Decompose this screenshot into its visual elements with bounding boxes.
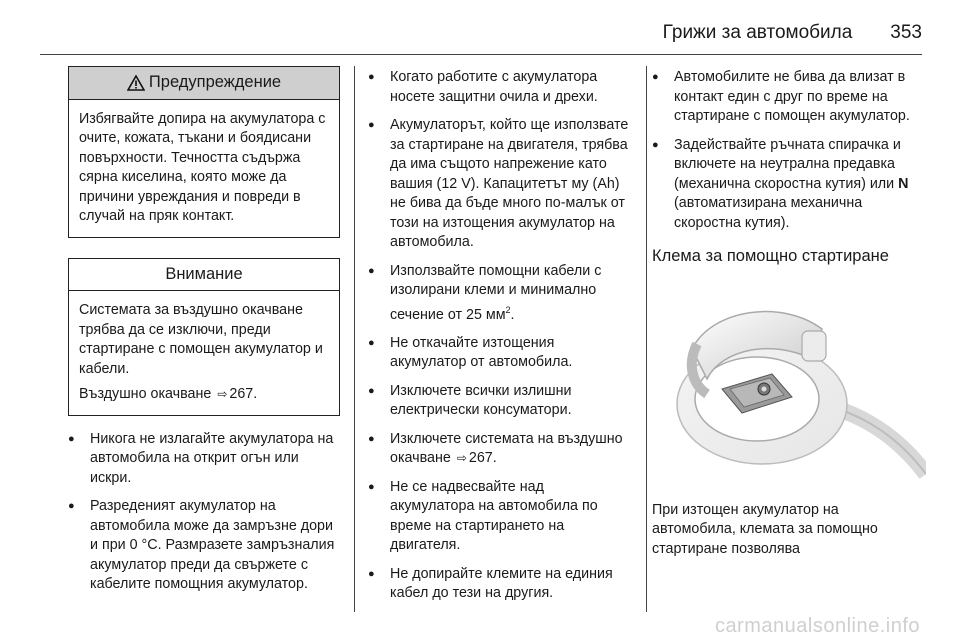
list-item: ● Разреденият акумулатор на автомобила може да замръзне дори и при 0 °C. Размразете замръзналия акумулатор преди да свържете с кабелите помощния акумулатор. [68,497,340,595]
list-item: ● Когато работите с акумулатора носете защитни очила и дрехи. [368,68,632,107]
caution-box-header [69,259,339,292]
page-header [663,22,922,44]
warning-box-body [69,100,339,237]
page-ref-arrow-icon: ⇨ [217,387,228,401]
list-item: ● Никога не излагайте акумулатора на автомобила на открит огън или искри. [68,430,340,489]
list-item: ● Изключете системата на въздушно окачване ⇨ 267. [368,430,632,469]
warning-box-title: Предупреждение [148,73,282,91]
watermark: carmanualsonline.info [714,615,920,637]
page-ref-arrow-icon: ⇨ [456,451,467,466]
list-item: ● Не се надвесвайте над акумулатора на автомобила по време на стартирането на двигателя. [368,478,632,556]
header-rule [40,54,922,55]
chapter-title: Грижи за автомобила [662,22,853,43]
caution-box-title: Внимание [165,264,243,283]
air-suspension-ref-link[interactable]: 267. [468,450,497,467]
section-heading: Клема за помощно стартиране [652,247,889,265]
list-item: ● Не допирайте клемите на единия кабел до тези на другия. [368,565,632,604]
list-item: ● Изключете всички излишни електрически консуматори. [368,382,632,421]
list-item: ● Автомобилите не бива да влизат в контакт един с друг по време на стартиране с помощен акумулатор. [652,68,926,127]
col1-bullet-list [68,430,340,595]
caution-ref-link[interactable]: 267. [229,386,258,402]
page-number: 353 [890,22,922,43]
col3-bullet-list [652,68,926,233]
warning-box [68,66,340,238]
col2-bullet-list [368,68,632,604]
warning-text: Избягвайте допира на акумулатора с очите, кожата, тъкани и боядисани повърхности. Течността съдържа сярна киселина, която може да причини увреждания и повреди в случай на пряк контакт. [79,110,326,224]
list-item: ● Акумулаторът, който ще използвате за стартиране на двигателя, трябва да има същото напрежение като вашия (12 V). Капацитетът му (Ah) не бива да бъде много по-малък от този на изтощения акумулатор на автомобила. [368,116,632,253]
warning-box-header [69,67,339,100]
column-2 [368,68,632,613]
list-item: ● Задействайте ръчната спирачка и включете на неутрална предавка (механична скоростна кутия) или N (автоматизирана механична скоростна кутия). [652,136,926,234]
warning-triangle-icon [127,75,145,91]
column-divider [354,66,355,612]
caution-text: Системата за въздушно окачване трябва да се изключи, преди стартиране с помощен акумулатор и кабели. [79,302,323,377]
column-1 [68,66,340,604]
caution-box-body [69,291,339,415]
jump-start-terminal-illustration [652,279,926,489]
list-item: ● Не откачайте изтощения акумулатор от автомобила. [368,334,632,373]
column-divider [646,66,647,612]
list-item: ● Използвайте помощни кабели с изолирани клеми и минимално сечение от 25 $мм^2$. [368,262,632,325]
jump-start-terminal-image [652,279,926,489]
caution-box [68,258,340,416]
figure-caption: При изтощен акумулатор на автомобила, клемата за помощно стартиране позволява [652,501,878,557]
caution-reference: Въздушно окачване ⇨ 267. [79,386,258,402]
column-3 [652,68,926,559]
